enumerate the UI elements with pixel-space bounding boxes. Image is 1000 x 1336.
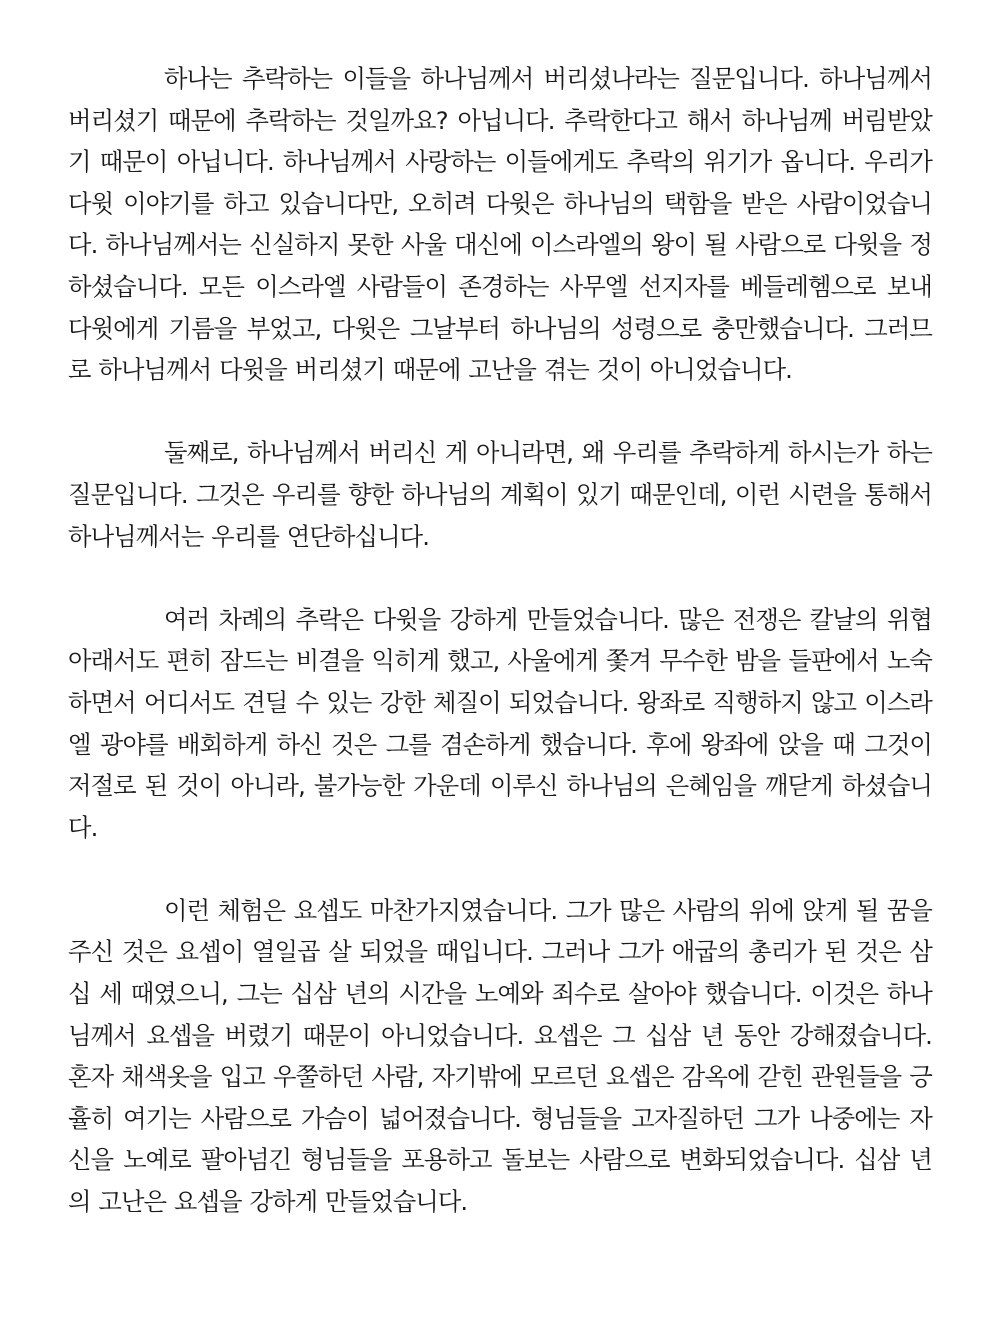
document-page — [68, 58, 932, 1264]
paragraph-3: 여러 차례의 추락은 다윗을 강하게 만들었습니다. 많은 전쟁은 칼날의 위협 아래서도 편히 잠드는 비결을 익히게 했고, 사울에게 쫓겨 무수한 밤을 들판에서 노숙하면서 어디서도 견딜 수 있는 강한 체질이 되었습니다. 왕좌로 직행하지 않고 이스라엘 광야를 배회하게 하신 것은 그를 겸손하게 했습니다. 후에 왕좌에 앉을 때 그것이 저절로 된 것이 아니라, 불가능한 가운데 이루신 하나님의 은혜임을 깨닫게 하셨습니다. — [68, 604, 932, 842]
paragraph-4: 이런 체험은 요셉도 마찬가지였습니다. 그가 많은 사람의 위에 앉게 될 꿈을 주신 것은 요셉이 열일곱 살 되었을 때입니다. 그러나 그가 애굽의 총리가 된 것은 삼십 세 때였으니, 그는 십삼 년의 시간을 노예와 죄수로 살아야 했습니다. 이것은 하나님께서 요셉을 버렸기 때문이 아니었습니다. 요셉은 그 십삼 년 동안 강해졌습니다. 혼자 채색옷을 입고 우쭐하던 사람, 자기밖에 모르던 요셉은 감옥에 갇힌 관원들을 긍휼히 여기는 사람으로 가슴이 넓어졌습니다. 형님들을 고자질하던 그가 나중에는 자신을 노예로 팔아넘긴 형님들을 포용하고 돌보는 사람으로 변화되었습니다. 십삼 년의 고난은 요셉을 강하게 만들었습니다. — [68, 895, 932, 1217]
paragraph-1: 하나는 추락하는 이들을 하나님께서 버리셨나라는 질문입니다. 하나님께서 버리셨기 때문에 추락하는 것일까요? 아닙니다. 추락한다고 해서 하나님께 버림받았기 때문이 아닙니다. 하나님께서 사랑하는 이들에게도 추락의 위기가 옵니다. 우리가 다윗 이야기를 하고 있습니다만, 오히려 다윗은 하나님의 택함을 받은 사람이었습니다. 하나님께서는 신실하지 못한 사울 대신에 이스라엘의 왕이 될 사람으로 다윗을 정하셨습니다. 모든 이스라엘 사람들이 존경하는 사무엘 선지자를 베들레헴으로 보내 다윗에게 기름을 부었고, 다윗은 그날부터 하나님의 성령으로 충만했습니다. 그러므로 하나님께서 다윗을 버리셨기 때문에 고난을 겪는 것이 아니었습니다. — [68, 64, 932, 385]
paragraph-2: 둘째로, 하나님께서 버리신 게 아니라면, 왜 우리를 추락하게 하시는가 하는 질문입니다. 그것은 우리를 향한 하나님의 계획이 있기 때문인데, 이런 시련을 통해서 하나님께서는 우리를 연단하십니다. — [68, 438, 932, 551]
